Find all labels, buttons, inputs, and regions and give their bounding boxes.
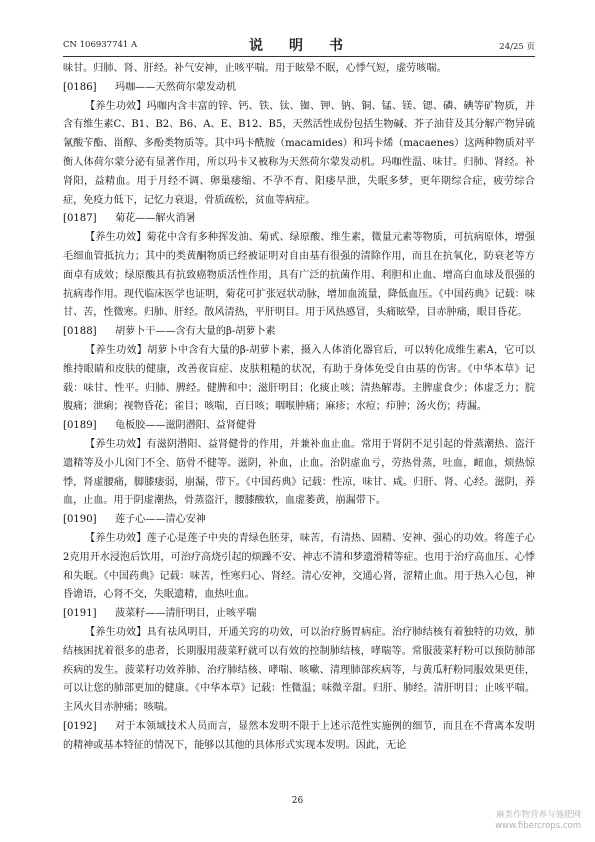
paragraph-text: 【养生功效】胡萝卜中含有大量的β-胡萝卜素，摄入人体消化器官后，可以转化成维生素A，它可以维持眼睛和皮肤的健康，改善夜盲症、皮肤粗糙的状况，有助于身体免受自由基的伤害。《中华本草》记载：味甘、性平。归肺、脾经。健脾和中；滋肝明目；化痰止咳；清热解毒。主脾虚食少；体虚乏力；脘腹痛；泄痢；视物昏花；雀目；咳喘，百日咳；咽喉肿痛；麻疹；水痘；疖肿；汤火伤；痔漏。: [63, 344, 535, 413]
section-heading: [63, 417, 535, 436]
paragraph-text: 【养生功效】有滋阴潜阳、益肾健骨的作用，并兼补血止血。常用于肾阴不足引起的骨蒸潮热、盗汗遗精等及小儿囟门不全、筋骨不健等。滋阴，补血，止血。治阴虚血亏，劳热骨蒸，吐血，衄血，烦热惊悸，肾虚腰痛，脚膝痿弱，崩漏，带下。《中国药典》记载：性凉，味甘、咸。归肝、肾、心经。滋阴，养血，止血。用于阴虚潮热，骨蒸盗汗，腰膝酸软，血虚萎黄，崩漏带下。: [63, 438, 535, 507]
document-title: 说 明 书: [249, 38, 349, 54]
paragraph-number: [0188]: [63, 326, 97, 338]
paragraph-number: [0192]: [63, 720, 97, 732]
watermark-url: www.fibercrops.com: [495, 821, 581, 831]
page-number: 26: [291, 796, 304, 806]
watermark: [495, 810, 581, 832]
paragraph: [63, 530, 535, 605]
section-title: 莲子心——清心安神: [115, 514, 206, 526]
header-rule: [63, 56, 535, 57]
paragraph-number: [0186]: [63, 81, 97, 93]
section-heading: [63, 605, 535, 624]
section-title: 菊花——解火消暑: [115, 213, 196, 225]
paragraph-number: [0191]: [63, 608, 97, 620]
paragraph-text: 【养生功效】菊花中含有多种挥发油、菊甙、绿原酸、维生素，微量元素等物质，可抗病原体，增强毛细血管抵抗力；其中的类黄酮物质已经被证明对自由基有很强的清除作用，而且在抗氧化，防衰老等方面卓有成效；绿原酸具有抗致癌物质活性作用，具有广泛的抗菌作用、利胆和止血、增高白血球及很强的抗病毒作用。现代临床医学也证明，菊花可扩张冠状动脉，增加血流量，降低血压。《中国药典》记载：味甘、苦，性微寒。归肺、肝经。散风清热，平肝明目。用于风热感冒，头痛眩晕，目赤肿痛，眼目昏花。: [63, 232, 535, 319]
paragraph-number: [0190]: [63, 514, 97, 526]
page-count: 24/25 页: [499, 42, 535, 52]
paragraph: [63, 718, 535, 756]
paragraph-text: 对于本领域技术人员而言，显然本发明不限于上述示范性实施例的细节，而且在不背离本发明的精神或基本特征的情况下，能够以其他的具体形式实现本发明。因此，无论: [63, 720, 535, 751]
paragraph: [63, 624, 535, 718]
paragraph-text: 【养生功效】玛咖内含丰富的锌、钙、铁、钛、铷、钾、钠、铜、锰、镁、锶、磷、碘等矿物质，并含有维生素C、B1、B2、B6、A、E、B12、B5，天然活性成份包括生物碱、芥子油苷及其分解产物异硫氰酸苄酯、甾醇、多酚类物质等。其中玛卡酰胺（macamides）和玛卡烯（macaenes）这两种物质对平衡人体荷尔蒙分泌有显著作用，所以玛卡又被称为天然荷尔蒙发动机。玛咖性温、味甘。归肺、肾经。补肾阳，益精血。用于月经不调、卵巢痿缩、不孕不育、阳痿早泄，失眠多梦，更年期综合症，疲劳综合症，免疫力低下，记忆力衰退，骨质疏松，贫血等病症。: [63, 100, 535, 206]
section-heading: [63, 210, 535, 229]
paragraph-number: [0187]: [63, 213, 97, 225]
paragraph: [63, 436, 535, 511]
section-title: 胡萝卜干——含有大量的β-胡萝卜素: [115, 326, 276, 338]
section-heading: [63, 323, 535, 342]
section-heading: [63, 79, 535, 98]
section-title: 龟板胶——滋阴潜阳、益肾健骨: [115, 420, 257, 432]
paragraph: [63, 98, 535, 211]
paragraph-text: 【养生功效】具有祛风明目，开通关窍的功效，可以治疗肠胃病症。治疗肺结核有着独特的功效，肺结核困扰着很多的患者，长期服用菠菜籽就可以有效的控制肺结核，哮喘等。常服菠菜籽粉可以预防肺部疾病的发生。菠菜籽功效养肺、治疗肺结核、哮喘、咳嗽、清理肺部疾病等，与黄瓜籽粉同服效果更佳，可以让您的肺部更加的健康。《中华本草》记载：性微温；味微辛甜。归肝、肺经。清肝明目；止咳平喘。主风火目赤肿痛；咳喘。: [63, 626, 535, 714]
paragraph-number: [0189]: [63, 420, 97, 432]
page-header: [63, 38, 535, 56]
section-title: 菠菜籽——清肝明目，止咳平喘: [115, 608, 257, 620]
section-heading: [63, 511, 535, 530]
paragraph: [63, 342, 535, 417]
patent-number: CN 106937741 A: [63, 40, 138, 50]
section-title: 玛咖——天然荷尔蒙发动机: [115, 81, 237, 93]
paragraph: [63, 229, 535, 323]
paragraph-text: 【养生功效】莲子心是莲子中央的青绿色胚芽，味苦，有清热、固精、安神、强心的功效。将莲子心2克用开水浸泡后饮用，可治疗高烧引起的烦躁不安、神志不清和梦遗滑精等症。也用于治疗高血压、心悸和失眠。《中国药典》记载：味苦，性寒归心、肾经。清心安神，交通心肾，涩精止血。用于热入心包，神昏谵语，心肾不交，失眠遗精，血热吐血。: [63, 532, 535, 601]
continued-text: 味甘。归肺、肾、肝经。补气安神，止咳平喘。用于眩晕不眠，心悸气短，虚劳咳喘。: [63, 63, 447, 74]
document-body: [63, 60, 535, 755]
watermark-site-name: 麻类作物营养与施肥网: [495, 810, 581, 820]
